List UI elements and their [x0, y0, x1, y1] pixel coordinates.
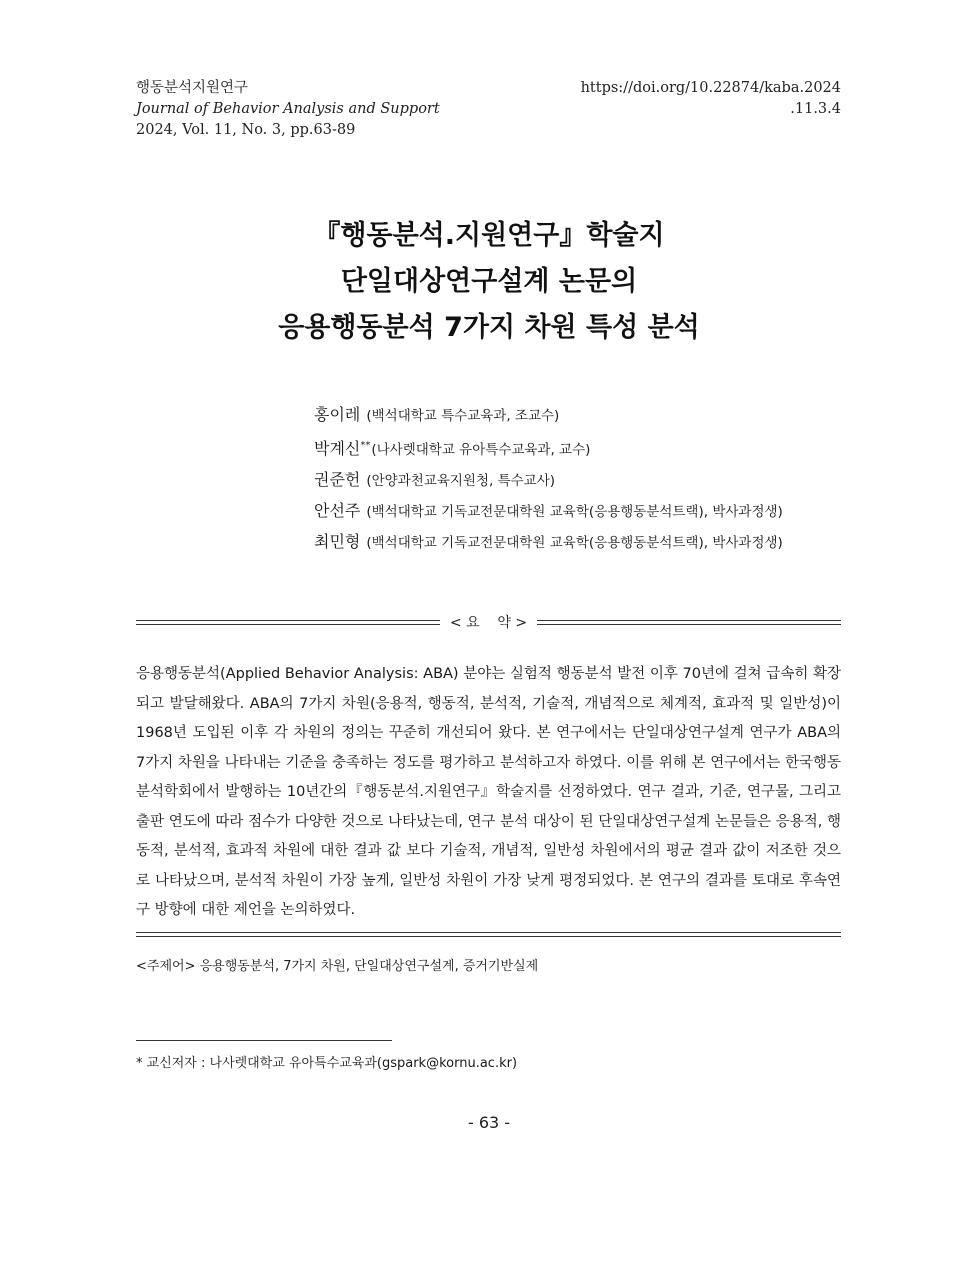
author-affiliation: (백석대학교 기독교전문대학원 교육학(응용행동분석트랙), 박사과정생) [366, 535, 783, 551]
page-number: - 63 - [467, 1113, 511, 1132]
abstract-label: < 요 약 > [449, 615, 528, 631]
journal-header [136, 78, 440, 141]
abstract-rule-right [537, 620, 841, 625]
paper-title [0, 213, 978, 351]
corresponding-author-footnote: * 교신저자 : 나사렛대학교 유아특수교육과(gspark@kornu.ac.kr) [136, 1056, 518, 1071]
footnote-divider [136, 1040, 392, 1041]
author-entry [314, 527, 783, 558]
doi-line-1[interactable]: https://doi.org/10.22874/kaba.2024 [580, 80, 841, 96]
abstract-bottom-rule [136, 932, 841, 937]
author-entry [314, 431, 783, 465]
author-entry [314, 465, 783, 496]
author-name: 최민형 [314, 532, 361, 551]
author-entry [314, 400, 783, 431]
keywords: <주제어> 응용행동분석, 7가지 차원, 단일대상연구설계, 증거기반실제 [136, 959, 539, 974]
author-name: 박계신 [314, 439, 361, 458]
author-affiliation: (백석대학교 특수교육과, 조교수) [366, 408, 560, 424]
abstract-heading [136, 612, 841, 636]
author-affiliation: (백석대학교 기독교전문대학원 교육학(응용행동분석트랙), 박사과정생) [366, 504, 783, 520]
author-name: 권준헌 [314, 470, 361, 489]
journal-name-english: Journal of Behavior Analysis and Support [136, 101, 440, 117]
title-line-3: 응용행동분석 7가지 차원 특성 분석 [278, 312, 700, 343]
doi-line-2: .11.3.4 [790, 101, 841, 117]
author-affiliation: (나사렛대학교 유아특수교육과, 교수) [371, 442, 591, 458]
author-affiliation: (안양과천교육지원청, 특수교사) [366, 473, 556, 489]
author-list [314, 400, 783, 558]
corresponding-mark: ** [360, 440, 371, 451]
author-name: 홍이레 [314, 405, 361, 424]
title-line-1: 『행동분석.지원연구』학술지 [313, 220, 665, 251]
volume-info: 2024, Vol. 11, No. 3, pp.63-89 [136, 122, 356, 138]
doi-block [581, 78, 841, 120]
journal-name-korean: 행동분석지원연구 [136, 80, 249, 96]
author-name: 안선주 [314, 501, 361, 520]
title-line-2: 단일대상연구설계 논문의 [340, 266, 638, 297]
abstract-text: 응용행동분석(Applied Behavior Analysis: ABA) 분야는 실험적 행동분석 발전 이후 70년에 걸쳐 급속히 확장되고 발달해왔다. ABA의 7가지 차원(응용적, 행동적, 분석적, 기술적, 개념적으로 체계적, 효과적 및 일반성)이 1968년 도입된 이후 각 차원의 정의는 꾸준히 개선되어 왔다. 본 연구에서는 단일대상연구설계 연구가 ABA의 7가지 차원을 나타내는 기준을 충족하는 정도를 평가하고 분석하고자 하였다. 이를 위해 본 연구에서는 한국행동분석학회에서 발행하는 10년간의『행동분석.지원연구』학술지를 선정하였다. 연구 결과, 기준, 연구물, 그리고 출판 연도에 따라 점수가 다양한 것으로 나타났는데, 연구 분석 대상이 된 단일대상연구설계 논문들은 응용적, 행동적, 분석적, 효과적 차원에 대한 결과 값 보다 기술적, 개념적, 일반성 차원에서의 평균 결과 값이 저조한 것으로 나타났으며, 분석적 차원이 가장 높게, 일반성 차원이 가장 낮게 평정되었다. 본 연구의 결과를 토대로 후속연구 방향에 대한 제언을 논의하였다. [136, 666, 841, 918]
author-entry [314, 496, 783, 527]
